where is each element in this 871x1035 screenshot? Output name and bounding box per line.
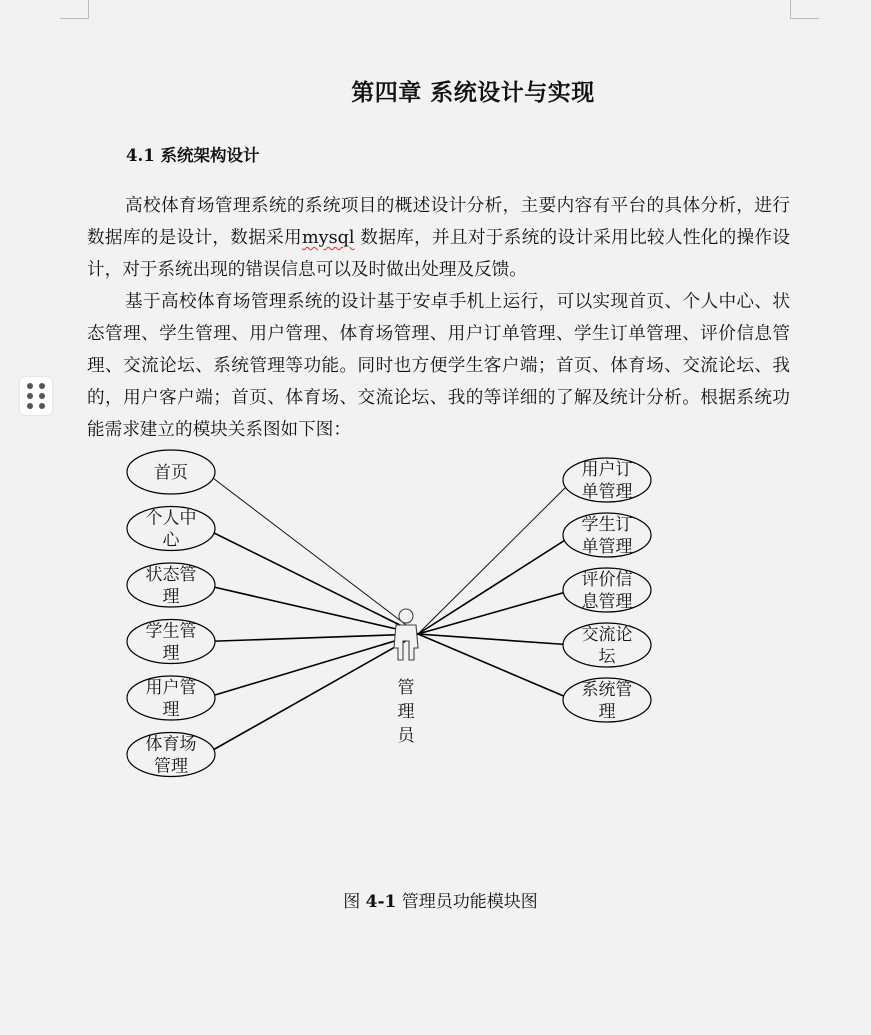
module-node-left-1 — [127, 507, 215, 551]
module-label: 理 — [162, 643, 180, 664]
module-label: 学生订 — [581, 515, 633, 535]
module-node-right-3 — [563, 623, 651, 667]
paragraph-overview-start: 高校体育场管理系统的系统项目的概述设计分析，主要内容有平台的具体分析，进行数据库的是设计，数据采用 — [87, 196, 790, 248]
module-label: 评价信 — [581, 570, 633, 590]
module-label: 心 — [162, 530, 180, 551]
module-node-right-2 — [563, 568, 651, 612]
module-node-left-5 — [127, 733, 215, 777]
connector-left-4 — [205, 634, 418, 698]
module-label: 系统管 — [581, 680, 633, 700]
actor-label: 员 — [397, 726, 415, 746]
module-label: 单管理 — [581, 482, 633, 502]
module-label: 学生管 — [145, 621, 197, 642]
module-label: 理 — [598, 702, 616, 722]
paragraph-overview-end: 数据库，并且对于系统的设计采用比较人性化的操作设计，对于系统出现的错误信息可以及时做出处理及反馈。 — [87, 228, 790, 280]
module-label: 交流论 — [581, 625, 633, 645]
connector-left-1 — [205, 529, 418, 635]
chapter-title: 第四章 系统设计与实现 — [351, 80, 595, 106]
admin-actor-icon — [394, 609, 418, 660]
module-label: 首页 — [154, 463, 188, 483]
module-label: 坛 — [598, 647, 616, 667]
spellcheck-word-mysql[interactable]: mysql — [301, 228, 355, 248]
connector-left-3 — [205, 634, 418, 642]
actor-label: 管 — [397, 678, 415, 698]
connector-right-2 — [418, 590, 573, 634]
section-heading: 4.1 系统架构设计 — [126, 146, 260, 165]
connector-right-0 — [418, 480, 573, 634]
caption-number: 4-1 — [365, 892, 397, 912]
module-label: 用户订 — [581, 460, 633, 480]
module-node-right-4 — [563, 678, 651, 722]
module-label: 理 — [162, 700, 180, 720]
module-node-right-1 — [563, 513, 651, 557]
module-node-left-3 — [127, 620, 215, 664]
module-label: 体育场 — [145, 734, 197, 755]
connector-right-1 — [418, 535, 573, 634]
module-node-left-0 — [127, 450, 215, 494]
paragraph-functions: 基于高校体育场管理系统的设计基于安卓手机上运行，可以实现首页、个人中心、状态管理、学生管理、用户管理、体育场管理、用户订单管理、学生订单管理、评价信息管理、交流论坛、系统管理等功能。同时也方便学生客户端；首页、体育场、交流论坛、我的，用户客户端；首页、体育场、交流论坛、我的等详细的了解及统计分析。根据系统功能需求建立的模块关系图如下图： — [87, 292, 790, 440]
caption-prefix: 图 — [343, 892, 366, 912]
module-label: 单管理 — [581, 537, 633, 557]
module-node-right-0 — [563, 458, 651, 502]
module-node-left-4 — [127, 676, 215, 720]
connector-left-5 — [205, 634, 418, 755]
module-label: 状态管 — [145, 565, 197, 585]
module-label: 息管理 — [581, 592, 633, 612]
module-node-left-2 — [127, 563, 215, 607]
figure-caption — [0, 887, 871, 912]
module-label: 理 — [162, 587, 180, 607]
module-label: 管理 — [154, 756, 188, 777]
module-label: 个人中 — [145, 508, 197, 529]
caption-text: 管理员功能模块图 — [396, 892, 538, 912]
module-label: 用户管 — [145, 678, 197, 698]
actor-label: 理 — [397, 702, 415, 722]
